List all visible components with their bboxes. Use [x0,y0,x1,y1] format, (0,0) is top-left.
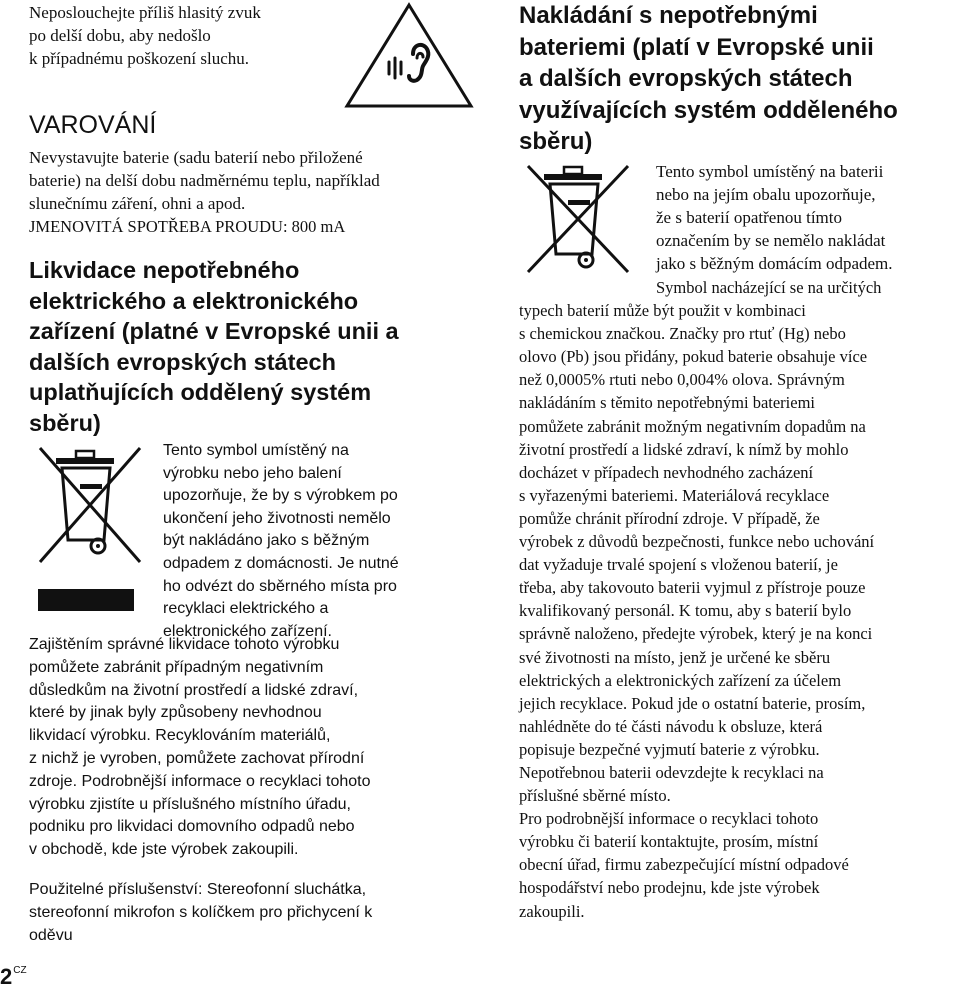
battery-body-line: docházet v případech nevhodného zacházení [519,462,814,482]
battery-body-line: nahlédněte do té části návodu k obsluze, která [519,716,823,736]
weee-symbol-line: Tento symbol umístěný na [163,442,349,459]
battery-body-line: třeba, aby takovouto baterii vyjmul z přístroje pouze [519,578,866,598]
battery-body-line: Pro podrobnější informace o recyklaci tohoto [519,809,819,829]
weee-heading-line: uplatňujících oddělený systém [29,379,372,405]
weee-heading-line: sběru) [29,409,101,436]
weee-symbol-line: upozorňuje, že by s výrobkem po [163,487,398,505]
battery-body-line: příslušné sběrné místo. [519,786,671,806]
hearing-warning-line: k případnému poškození sluchu. [29,49,250,68]
battery-symbol-line: nebo na jejím obalu upozorňuje, [656,185,876,204]
page-number: 2 [0,964,13,989]
battery-body-line: s chemickou značkou. Značky pro rtuť (Hg) nebo [519,324,846,344]
battery-heading-line: sběru) [519,128,593,155]
weee-body-line: výrobku zjistíte u příslušného místního úřadu, [29,795,351,813]
weee-heading [29,255,469,438]
weee-symbol-line: ho odvézt do sběrného místa pro [163,577,397,595]
weee-body-line: Zajištěním správné likvidace tohoto výrobku [29,636,340,653]
battery-body-line: výrobek z důvodů bezpečnosti, funkce nebo uchování [519,532,875,552]
battery-body-line: než 0,0005% rtuti nebo 0,004% olova. Správným [519,370,845,390]
hearing-warning-text [29,1,349,70]
weee-symbol-line: výrobku nebo jeho balení [163,464,342,482]
weee-body-line: důsledkům na životní prostředí a lidské zdraví, [29,681,359,699]
rated-consumption: JMENOVITÁ SPOTŘEBA PROUDU: 800 mA [29,217,346,236]
battery-body-line: kvalifikovaný personál. K tomu, aby s baterií bylo [519,601,852,621]
battery-symbol-line: Tento symbol umístěný na baterii [656,162,884,181]
weee-body-line: podniku pro likvidaci domovního odpadů nebo [29,818,355,836]
weee-symbol-text [163,440,468,643]
weee-symbol-line: ukončení jeho životnosti nemělo [163,509,391,527]
weee-heading-line: Likvidace nepotřebného [29,257,300,283]
language-code: CZ [13,965,27,976]
warning-text [29,146,469,215]
weee-heading-line: elektrického a elektronického [29,287,359,314]
battery-body-line: správně naloženo, předejte výrobek, který je na konci [519,624,873,644]
battery-symbol-line: jako s běžným domácím odpadem. [656,254,893,273]
weee-black-bar [38,589,134,611]
battery-body-line: nakládáním s těmito nepotřebnými bateriemi [519,393,816,413]
weee-body-text [29,634,469,862]
hearing-warning-icon [343,2,475,110]
battery-body-line: obecní úřad, firmu zabezpečující místní odpadové [519,855,849,875]
weee-symbol-line: recyklaci elektrického a [163,600,329,618]
accessories-line: oděvu [29,926,73,944]
hearing-warning-line: po delší dobu, aby nedošlo [29,26,211,45]
battery-body-line: výrobku či baterií kontaktujte, prosím, místní [519,832,819,852]
battery-body-line: pomůžete zabránit možným negativním dopadům na [519,416,866,436]
battery-body-line: životní prostředí a lidské zdraví, k nímž by mohlo [519,439,849,459]
battery-body-line: typech baterií může být použit v kombinaci [519,301,806,321]
battery-heading-line: a dalších evropských státech [519,65,853,92]
hearing-warning-line: Neposlouchejte příliš hlasitý zvuk [29,3,261,22]
warning-line: baterie) na delší dobu nadměrnému teplu, například [29,171,380,190]
warning-title: VAROVÁNÍ [29,111,157,139]
battery-body-line: jejich recyklace. Pokud jde o ostatní baterie, prosím, [519,693,866,713]
battery-symbol-line: označením by se nemělo nakládat [656,231,886,250]
battery-body-line: elektrických a elektronických zařízení za účelem [519,670,842,690]
crossed-bin-battery-icon [522,160,634,278]
weee-body-line: z nichž je vyroben, pomůžete zachovat přírodní [29,749,365,767]
weee-symbol-line: odpadem z domácnosti. Je nutné [163,554,399,572]
warning-line: Nevystavujte baterie (sadu baterií nebo přiložené [29,148,363,167]
weee-body-line: likvidací výrobku. Recyklováním materiálů, [29,727,331,745]
battery-body-line: s vyřazenými bateriemi. Materiálová recyklace [519,485,830,505]
battery-body-line: hospodářství nebo prodejnu, kde jste výrobek [519,878,820,898]
accessories-line: stereofonní mikrofon s kolíčkem pro přichycení k [29,903,373,921]
weee-body-line: v obchodě, kde jste výrobek zakoupili. [29,841,299,859]
battery-body-line: olovo (Pb) jsou přidány, pokud baterie obsahuje více [519,347,868,367]
weee-heading-line: dalších evropských státech [29,348,336,375]
battery-body-line: Nepotřebnou baterii odevzdejte k recyklaci na [519,762,824,782]
battery-heading-line: využívajících systém odděleného [519,96,898,124]
battery-body-line: zakoupili. [519,901,585,921]
battery-symbol-line: že s baterií opatřenou tímto [656,208,842,227]
battery-body-line: dat vyžaduje trvalé spojení s vloženou baterií, je [519,555,838,575]
weee-body-line: které by jinak byly způsobeny nevhodnou [29,704,322,722]
page-number-footer [0,965,27,989]
battery-body-text [519,276,959,923]
crossed-bin-icon [34,440,146,570]
weee-body-line: zdroje. Podrobnější informace o recyklaci tohoto [29,772,371,790]
battery-heading [519,0,959,158]
weee-symbol-line: elektronického zařízení. [163,622,332,640]
battery-body-line: své životnosti na místo, jenž je určené ke sběru [519,647,831,667]
accessories-text [29,879,469,947]
battery-symbol-text [656,160,956,275]
weee-symbol-line: být nakládáno jako s běžným [163,532,370,550]
battery-body-line: pomůže chránit přírodní zdroje. V případě, že [519,508,820,528]
weee-heading-line: zařízení (platné v Evropské unii a [29,318,399,344]
battery-heading-line: bateriemi (platí v Evropské unii [519,33,874,61]
warning-line: slunečnímu záření, ohni a apod. [29,194,246,213]
battery-body-line: popisuje bezpečné vyjmutí baterie z výrobku. [519,739,820,759]
battery-body-line: Symbol nacházející se na určitých [656,278,882,297]
accessories-line: Použitelné příslušenství: Stereofonní sluchátka, [29,881,367,898]
weee-body-line: pomůžete zabránit případným negativním [29,658,324,676]
battery-heading-line: Nakládání s nepotřebnými [519,2,818,29]
